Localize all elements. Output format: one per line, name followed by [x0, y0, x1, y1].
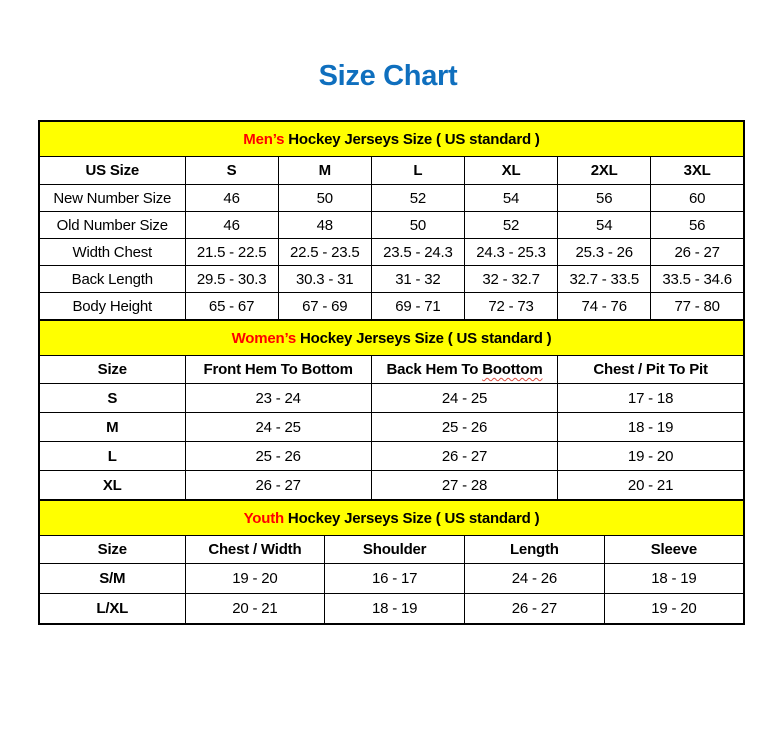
size-value-cell: 46: [185, 212, 278, 239]
size-value-cell: 52: [371, 185, 464, 212]
size-value-cell: 50: [278, 185, 371, 212]
size-value-cell: 54: [464, 185, 557, 212]
table-row: [39, 293, 744, 321]
size-value-cell: 65 - 67: [185, 293, 278, 321]
size-value-cell: 48: [278, 212, 371, 239]
caption-highlight: Men’s: [243, 130, 285, 148]
table-row: [39, 212, 744, 239]
size-value-cell: 74 - 76: [558, 293, 651, 321]
size-value-cell: 19 - 20: [558, 442, 744, 471]
size-value-cell: 32 - 32.7: [464, 266, 557, 293]
size-value-cell: 23 - 24: [185, 384, 371, 413]
size-value-cell: 18 - 19: [558, 413, 744, 442]
size-value-cell: 56: [558, 185, 651, 212]
table-row: [39, 413, 744, 442]
size-value-cell: 18 - 19: [604, 564, 744, 594]
size-value-cell: 72 - 73: [464, 293, 557, 321]
column-header: Length: [465, 536, 605, 564]
size-value-cell: 26 - 27: [651, 239, 744, 266]
youth-table-caption: [39, 500, 744, 536]
caption-text: Hockey Jerseys Size ( US standard ): [283, 509, 540, 527]
size-value-cell: 19 - 20: [604, 594, 744, 625]
size-value-cell: 22.5 - 23.5: [278, 239, 371, 266]
column-header: Sleeve: [604, 536, 744, 564]
size-value-cell: 16 - 17: [325, 564, 465, 594]
size-value-cell: 20 - 21: [185, 594, 325, 625]
caption-text: Hockey Jerseys Size ( US standard ): [296, 329, 552, 347]
column-header: Chest / Width: [185, 536, 325, 564]
column-header: L: [371, 157, 464, 185]
row-label: L/XL: [39, 594, 185, 625]
row-label: L: [39, 442, 185, 471]
row-label: Back Length: [39, 266, 185, 293]
size-value-cell: 67 - 69: [278, 293, 371, 321]
table-row: [39, 266, 744, 293]
size-value-cell: 26 - 27: [371, 442, 557, 471]
size-value-cell: 56: [651, 212, 744, 239]
size-value-cell: 33.5 - 34.6: [651, 266, 744, 293]
row-label: XL: [39, 471, 185, 501]
row-label: S: [39, 384, 185, 413]
size-value-cell: 17 - 18: [558, 384, 744, 413]
table-row: [39, 384, 744, 413]
size-value-cell: 24 - 25: [185, 413, 371, 442]
table-row: [39, 239, 744, 266]
table-row: [39, 564, 744, 594]
caption-text: Hockey Jerseys Size ( US standard ): [284, 130, 540, 148]
row-label: S/M: [39, 564, 185, 594]
size-value-cell: 26 - 27: [465, 594, 605, 625]
size-value-cell: 25 - 26: [371, 413, 557, 442]
size-value-cell: 54: [558, 212, 651, 239]
column-header: S: [185, 157, 278, 185]
column-header: Shoulder: [325, 536, 465, 564]
size-value-cell: 46: [185, 185, 278, 212]
size-chart-tables: [38, 120, 745, 625]
row-label: New Number Size: [39, 185, 185, 212]
table-row: [39, 471, 744, 501]
column-header: Front Hem To Bottom: [185, 356, 371, 384]
row-label: M: [39, 413, 185, 442]
size-value-cell: 26 - 27: [185, 471, 371, 501]
column-header: Size: [39, 356, 185, 384]
size-value-cell: 77 - 80: [651, 293, 744, 321]
column-header: US Size: [39, 157, 185, 185]
size-value-cell: 50: [371, 212, 464, 239]
misspelled-word: Boottom: [482, 361, 543, 378]
column-header: 3XL: [651, 157, 744, 185]
table-row: [39, 442, 744, 471]
size-value-cell: 60: [651, 185, 744, 212]
column-header: M: [278, 157, 371, 185]
size-value-cell: 25.3 - 26: [558, 239, 651, 266]
size-value-cell: 69 - 71: [371, 293, 464, 321]
size-value-cell: 25 - 26: [185, 442, 371, 471]
caption-highlight: Women’s: [231, 329, 297, 347]
mens-size-table: [38, 120, 745, 321]
size-value-cell: 24 - 26: [465, 564, 605, 594]
row-label: Body Height: [39, 293, 185, 321]
size-value-cell: 24 - 25: [371, 384, 557, 413]
row-label: Width Chest: [39, 239, 185, 266]
youth-size-table: [38, 499, 745, 625]
mens-table-caption: [39, 121, 744, 157]
page-title: Size Chart: [318, 60, 458, 92]
size-value-cell: 19 - 20: [185, 564, 325, 594]
table-row: [39, 185, 744, 212]
womens-table-caption: [39, 320, 744, 356]
column-header: Back Hem To Boottom: [371, 356, 557, 384]
size-value-cell: 27 - 28: [371, 471, 557, 501]
size-value-cell: 32.7 - 33.5: [558, 266, 651, 293]
column-header: 2XL: [558, 157, 651, 185]
size-value-cell: 29.5 - 30.3: [185, 266, 278, 293]
size-value-cell: 21.5 - 22.5: [185, 239, 278, 266]
column-header: Size: [39, 536, 185, 564]
size-value-cell: 18 - 19: [325, 594, 465, 625]
table-row: [39, 594, 744, 625]
column-header: Chest / Pit To Pit: [558, 356, 744, 384]
column-header: XL: [464, 157, 557, 185]
row-label: Old Number Size: [39, 212, 185, 239]
size-value-cell: 20 - 21: [558, 471, 744, 501]
womens-size-table: [38, 319, 745, 501]
caption-highlight: Youth: [243, 509, 284, 527]
size-value-cell: 30.3 - 31: [278, 266, 371, 293]
size-value-cell: 24.3 - 25.3: [464, 239, 557, 266]
size-value-cell: 52: [464, 212, 557, 239]
size-value-cell: 23.5 - 24.3: [371, 239, 464, 266]
size-value-cell: 31 - 32: [371, 266, 464, 293]
